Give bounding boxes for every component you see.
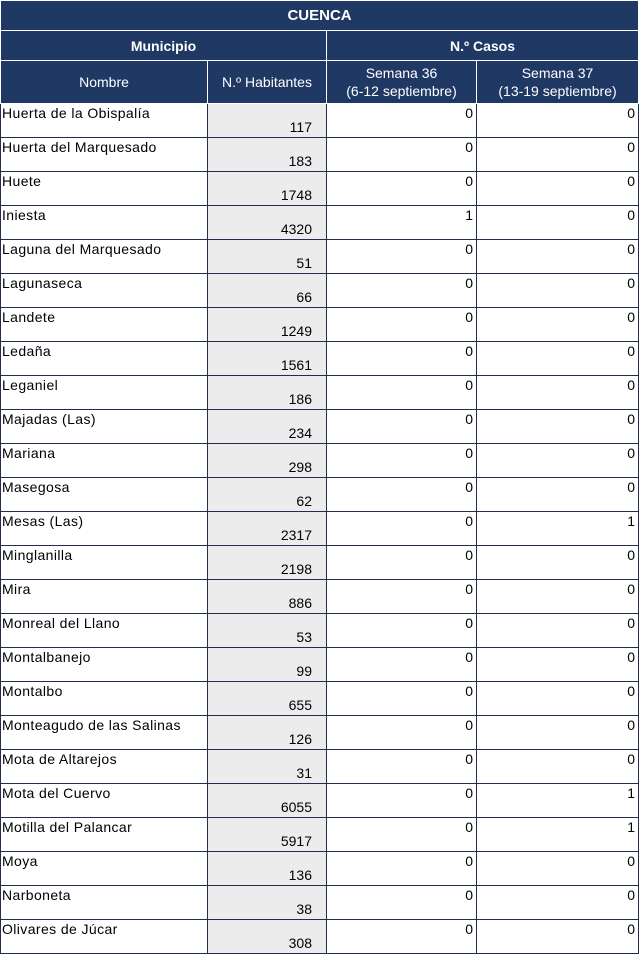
cell-semana37: 0 (477, 886, 639, 920)
cell-semana37: 1 (477, 512, 639, 546)
cell-semana37: 0 (477, 580, 639, 614)
column-header-semana36 (327, 61, 477, 104)
cell-semana36: 0 (327, 138, 477, 172)
semana37-dates: (13-19 septiembre) (498, 83, 617, 99)
cell-semana36: 0 (327, 342, 477, 376)
table-row (1, 478, 639, 512)
cell-habitantes: 66 (208, 274, 327, 308)
cell-habitantes: 1561 (208, 342, 327, 376)
cell-nombre: Masegosa (1, 478, 208, 512)
table-row (1, 172, 639, 206)
table-row (1, 104, 639, 138)
cell-nombre: Minglanilla (1, 546, 208, 580)
cell-semana36: 0 (327, 546, 477, 580)
cell-semana36: 0 (327, 308, 477, 342)
table-row (1, 682, 639, 716)
cell-semana37: 0 (477, 376, 639, 410)
cell-habitantes: 31 (208, 750, 327, 784)
cell-semana36: 0 (327, 682, 477, 716)
table-title: CUENCA (1, 1, 639, 31)
cell-semana37: 0 (477, 342, 639, 376)
cell-nombre: Iniesta (1, 206, 208, 240)
cell-habitantes: 2317 (208, 512, 327, 546)
table-row (1, 240, 639, 274)
cell-semana37: 0 (477, 308, 639, 342)
cell-nombre: Landete (1, 308, 208, 342)
cell-semana37: 0 (477, 274, 639, 308)
table-row (1, 138, 639, 172)
cell-habitantes: 117 (208, 104, 327, 138)
cell-nombre: Mira (1, 580, 208, 614)
cell-semana37: 0 (477, 410, 639, 444)
cell-nombre: Ledaña (1, 342, 208, 376)
cell-semana37: 0 (477, 852, 639, 886)
table-row (1, 614, 639, 648)
cell-nombre: Monreal del Llano (1, 614, 208, 648)
cell-habitantes: 234 (208, 410, 327, 444)
cell-habitantes: 186 (208, 376, 327, 410)
cell-semana37: 0 (477, 240, 639, 274)
cell-habitantes: 655 (208, 682, 327, 716)
cell-semana37: 0 (477, 920, 639, 954)
cell-semana36: 0 (327, 376, 477, 410)
cell-semana36: 0 (327, 750, 477, 784)
cell-habitantes: 1748 (208, 172, 327, 206)
cell-habitantes: 136 (208, 852, 327, 886)
cell-habitantes: 53 (208, 614, 327, 648)
cell-nombre: Moya (1, 852, 208, 886)
cell-nombre: Laguna del Marquesado (1, 240, 208, 274)
cell-nombre: Leganiel (1, 376, 208, 410)
cell-semana37: 0 (477, 648, 639, 682)
cell-semana37: 1 (477, 784, 639, 818)
table-row (1, 852, 639, 886)
group-header-municipio: Municipio (1, 31, 327, 61)
cell-semana37: 0 (477, 614, 639, 648)
table-row (1, 308, 639, 342)
cell-semana36: 0 (327, 274, 477, 308)
cell-habitantes: 38 (208, 886, 327, 920)
cell-habitantes: 308 (208, 920, 327, 954)
table-row (1, 818, 639, 852)
table-row (1, 410, 639, 444)
table-row (1, 648, 639, 682)
table-body (1, 104, 639, 954)
table-row (1, 716, 639, 750)
group-header-casos: N.º Casos (327, 31, 639, 61)
cell-habitantes: 126 (208, 716, 327, 750)
cell-nombre: Mesas (Las) (1, 512, 208, 546)
cell-habitantes: 62 (208, 478, 327, 512)
cell-semana36: 0 (327, 240, 477, 274)
cell-nombre: Huete (1, 172, 208, 206)
table-row (1, 376, 639, 410)
column-header-nombre: Nombre (1, 61, 208, 104)
cell-habitantes: 99 (208, 648, 327, 682)
cell-semana36: 0 (327, 444, 477, 478)
cell-semana37: 0 (477, 682, 639, 716)
cell-habitantes: 183 (208, 138, 327, 172)
cell-semana36: 0 (327, 478, 477, 512)
table-row (1, 546, 639, 580)
cell-nombre: Motilla del Palancar (1, 818, 208, 852)
table-row (1, 886, 639, 920)
cell-nombre: Lagunaseca (1, 274, 208, 308)
semana37-label: Semana 37 (521, 65, 594, 81)
cell-nombre: Narboneta (1, 886, 208, 920)
table-row (1, 784, 639, 818)
cell-semana36: 0 (327, 580, 477, 614)
cell-semana37: 0 (477, 206, 639, 240)
cell-habitantes: 5917 (208, 818, 327, 852)
cell-habitantes: 6055 (208, 784, 327, 818)
table-row (1, 512, 639, 546)
semana36-dates: (6-12 septiembre) (346, 83, 457, 99)
cell-semana36: 0 (327, 104, 477, 138)
cell-semana36: 0 (327, 784, 477, 818)
cell-semana37: 0 (477, 750, 639, 784)
cell-nombre: Mariana (1, 444, 208, 478)
cell-semana37: 0 (477, 546, 639, 580)
cell-nombre: Mota de Altarejos (1, 750, 208, 784)
cell-nombre: Olivares de Júcar (1, 920, 208, 954)
cell-semana36: 0 (327, 852, 477, 886)
cell-semana36: 0 (327, 716, 477, 750)
cell-semana36: 0 (327, 410, 477, 444)
cell-semana37: 0 (477, 716, 639, 750)
table-row (1, 580, 639, 614)
cell-semana36: 0 (327, 172, 477, 206)
cell-semana37: 0 (477, 172, 639, 206)
table-row (1, 920, 639, 954)
cell-habitantes: 886 (208, 580, 327, 614)
cell-habitantes: 4320 (208, 206, 327, 240)
cell-nombre: Majadas (Las) (1, 410, 208, 444)
table-row (1, 444, 639, 478)
cell-habitantes: 2198 (208, 546, 327, 580)
cell-semana36: 0 (327, 648, 477, 682)
cell-nombre: Mota del Cuervo (1, 784, 208, 818)
cell-habitantes: 1249 (208, 308, 327, 342)
column-header-habitantes: N.º Habitantes (208, 61, 327, 104)
column-header-semana37 (477, 61, 639, 104)
cell-nombre: Monteagudo de las Salinas (1, 716, 208, 750)
cell-habitantes: 51 (208, 240, 327, 274)
cell-semana36: 0 (327, 886, 477, 920)
cell-nombre: Montalbo (1, 682, 208, 716)
cell-habitantes: 298 (208, 444, 327, 478)
cell-semana37: 0 (477, 444, 639, 478)
cell-nombre: Huerta de la Obispalía (1, 104, 208, 138)
table-row (1, 274, 639, 308)
cell-semana36: 0 (327, 614, 477, 648)
cell-semana36: 1 (327, 206, 477, 240)
semana36-label: Semana 36 (365, 65, 438, 81)
cell-semana37: 0 (477, 104, 639, 138)
cell-semana36: 0 (327, 920, 477, 954)
cell-nombre: Montalbanejo (1, 648, 208, 682)
cell-semana37: 0 (477, 138, 639, 172)
cell-semana36: 0 (327, 512, 477, 546)
table-row (1, 342, 639, 376)
table-row (1, 750, 639, 784)
cell-semana37: 0 (477, 478, 639, 512)
cell-semana36: 0 (327, 818, 477, 852)
cell-nombre: Huerta del Marquesado (1, 138, 208, 172)
table-row (1, 206, 639, 240)
cell-semana37: 1 (477, 818, 639, 852)
